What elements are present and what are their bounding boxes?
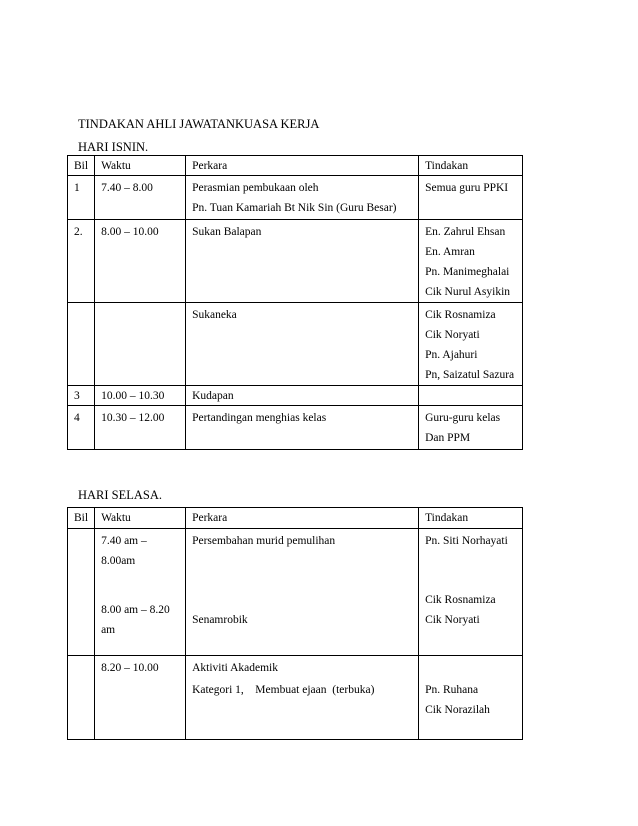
- cell-bil: [68, 529, 95, 656]
- header-waktu: Waktu: [95, 508, 186, 529]
- perkara-line: Kategori 1, Membuat ejaan (terbuka): [192, 684, 375, 696]
- cell-bil: 4: [68, 406, 95, 450]
- table-row: [68, 529, 523, 656]
- cell-bil: 1: [68, 176, 95, 220]
- header-bil: Bil: [68, 156, 95, 176]
- cell-tindakan: [419, 220, 523, 303]
- table-header-row: [68, 508, 523, 529]
- waktu-line: 8.00 am – 8.20: [101, 604, 170, 616]
- cell-tindakan: [419, 386, 523, 406]
- perkara-line: Perasmian pembukaan oleh: [192, 182, 319, 194]
- cell-waktu: 7.40 – 8.00: [95, 176, 186, 220]
- day-heading-isnin: HARI ISNIN.: [78, 140, 149, 154]
- tindakan-line: Pn. Ruhana: [425, 684, 479, 696]
- cell-tindakan: Semua guru PPKI: [419, 176, 523, 220]
- cell-perkara: [186, 529, 419, 656]
- day-heading-selasa: HARI SELASA.: [78, 488, 163, 502]
- tindakan-line: Pn. Siti Norhayati: [425, 535, 508, 547]
- cell-bil: 2.: [68, 220, 95, 303]
- header-bil: Bil: [68, 508, 95, 529]
- cell-perkara: [186, 176, 419, 220]
- cell-perkara: Sukaneka: [186, 303, 419, 386]
- header-tindakan: Tindakan: [419, 156, 523, 176]
- tindakan-line: Pn, Saizatul Sazura: [425, 369, 515, 381]
- header-waktu: Waktu: [95, 156, 186, 176]
- tindakan-line: Cik Rosnamiza: [425, 309, 496, 321]
- cell-tindakan: [419, 303, 523, 386]
- cell-tindakan: [419, 406, 523, 450]
- cell-waktu: 8.00 – 10.00: [95, 220, 186, 303]
- cell-bil: 3: [68, 386, 95, 406]
- perkara-line: Persembahan murid pemulihan: [192, 535, 336, 547]
- waktu-line: am: [101, 624, 116, 636]
- cell-waktu: 10.00 – 10.30: [95, 386, 186, 406]
- cell-perkara: Pertandingan menghias kelas: [186, 406, 419, 450]
- tindakan-line: Cik Norazilah: [425, 704, 490, 716]
- table-header-row: [68, 156, 523, 176]
- cell-waktu: 8.20 – 10.00: [95, 656, 186, 740]
- tindakan-line: Cik Rosnamiza: [425, 594, 496, 606]
- tindakan-line: Cik Nurul Asyikin: [425, 286, 511, 298]
- table-row: [68, 176, 523, 220]
- tindakan-line: Cik Noryati: [425, 614, 480, 626]
- header-tindakan: Tindakan: [419, 508, 523, 529]
- cell-perkara: [186, 656, 419, 740]
- table-row: [68, 220, 523, 303]
- cell-waktu: [95, 303, 186, 386]
- perkara-line: Senamrobik: [192, 614, 248, 626]
- cell-bil: [68, 303, 95, 386]
- header-perkara: Perkara: [186, 156, 419, 176]
- cell-perkara: Kudapan: [186, 386, 419, 406]
- perkara-line: Aktiviti Akademik: [192, 662, 278, 674]
- tindakan-line: Dan PPM: [425, 432, 471, 444]
- tindakan-line: En. Amran: [425, 246, 475, 258]
- tindakan-line: Pn. Manimeghalai: [425, 266, 510, 278]
- tindakan-line: Cik Noryati: [425, 329, 480, 341]
- table-row: [68, 656, 523, 740]
- table-row: [68, 406, 523, 450]
- cell-bil: [68, 656, 95, 740]
- schedule-table-selasa: [67, 507, 523, 740]
- tindakan-line: Guru-guru kelas: [425, 412, 501, 424]
- waktu-line: 7.40 am –: [101, 535, 147, 547]
- cell-tindakan: [419, 656, 523, 740]
- table-row: [68, 386, 523, 406]
- document-title: TINDAKAN AHLI JAWATANKUASA KERJA: [78, 117, 320, 131]
- cell-tindakan: [419, 529, 523, 656]
- waktu-line: 8.00am: [101, 555, 136, 567]
- perkara-line: Pn. Tuan Kamariah Bt Nik Sin (Guru Besar): [192, 202, 397, 214]
- cell-waktu: [95, 529, 186, 656]
- schedule-table-isnin: [67, 155, 523, 450]
- table-row: [68, 303, 523, 386]
- tindakan-line: Pn. Ajahuri: [425, 349, 478, 361]
- cell-waktu: 10.30 – 12.00: [95, 406, 186, 450]
- cell-perkara: Sukan Balapan: [186, 220, 419, 303]
- tindakan-line: En. Zahrul Ehsan: [425, 226, 506, 238]
- header-perkara: Perkara: [186, 508, 419, 529]
